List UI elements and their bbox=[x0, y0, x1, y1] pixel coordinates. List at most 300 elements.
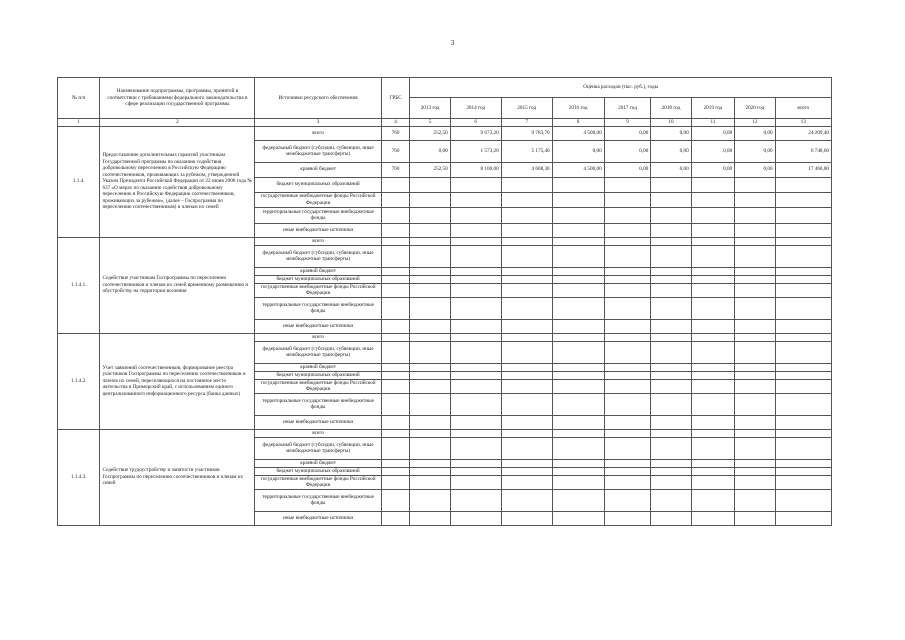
expense-value bbox=[410, 429, 450, 437]
expense-value bbox=[450, 437, 501, 459]
expense-value bbox=[735, 177, 775, 192]
funding-source: иные внебюджетные источники bbox=[255, 511, 381, 525]
expense-value bbox=[735, 379, 775, 393]
expense-value bbox=[651, 207, 691, 223]
expense-value bbox=[775, 177, 831, 192]
expense-value bbox=[651, 475, 691, 489]
expense-value: 4 500,00 bbox=[552, 162, 604, 177]
expense-value bbox=[604, 207, 651, 223]
expense-value bbox=[651, 341, 691, 363]
expense-value bbox=[651, 297, 691, 319]
column-number: 11 bbox=[691, 119, 735, 127]
funding-source: бюджет муниципальных образований bbox=[255, 177, 381, 192]
expense-value bbox=[735, 437, 775, 459]
grbs-code bbox=[381, 223, 410, 237]
expense-value bbox=[552, 459, 604, 467]
expense-value bbox=[450, 245, 501, 267]
expense-value bbox=[501, 319, 552, 333]
expense-value bbox=[501, 275, 552, 283]
expense-value bbox=[691, 341, 735, 363]
grbs-code bbox=[381, 379, 410, 393]
expense-value bbox=[691, 489, 735, 511]
funding-source: краевой бюджет bbox=[255, 162, 381, 177]
expense-value bbox=[501, 429, 552, 437]
grbs-code bbox=[381, 275, 410, 283]
expense-value: 0,00 bbox=[604, 162, 651, 177]
page-number: 3 bbox=[450, 39, 455, 47]
expense-value bbox=[604, 437, 651, 459]
expense-value bbox=[775, 393, 831, 415]
expense-value bbox=[552, 223, 604, 237]
expense-value bbox=[501, 467, 552, 475]
expense-value bbox=[552, 333, 604, 341]
expense-value bbox=[501, 341, 552, 363]
expense-value: 0,00 bbox=[604, 126, 651, 140]
expense-value bbox=[651, 371, 691, 379]
expense-value bbox=[501, 207, 552, 223]
funding-source: краевой бюджет bbox=[255, 459, 381, 467]
table-row bbox=[58, 237, 832, 245]
expense-value bbox=[552, 283, 604, 297]
expense-value bbox=[735, 237, 775, 245]
expense-value bbox=[651, 467, 691, 475]
funding-source: всего bbox=[255, 126, 381, 140]
expense-value bbox=[691, 283, 735, 297]
expense-value bbox=[691, 319, 735, 333]
expense-value bbox=[651, 459, 691, 467]
expense-value bbox=[604, 363, 651, 371]
funding-source: бюджет муниципальных образований bbox=[255, 275, 381, 283]
expense-value bbox=[651, 393, 691, 415]
expense-value bbox=[604, 511, 651, 525]
expense-value bbox=[501, 177, 552, 192]
expense-value bbox=[691, 467, 735, 475]
column-number: 1 bbox=[58, 119, 100, 127]
expense-value bbox=[651, 363, 691, 371]
expense-value bbox=[691, 333, 735, 341]
year-header: 2017 год bbox=[604, 98, 651, 119]
expense-value bbox=[501, 437, 552, 459]
expense-value bbox=[735, 245, 775, 267]
expense-value bbox=[775, 319, 831, 333]
funding-source: иные внебюджетные источники bbox=[255, 415, 381, 429]
expense-value: 9 783,70 bbox=[501, 126, 552, 140]
table-row bbox=[58, 126, 832, 140]
expense-value bbox=[775, 245, 831, 267]
grbs-code bbox=[381, 363, 410, 371]
expense-value bbox=[501, 459, 552, 467]
expense-value bbox=[691, 511, 735, 525]
expense-value bbox=[410, 333, 450, 341]
expense-value: 9 673,20 bbox=[450, 126, 501, 140]
expense-value bbox=[552, 341, 604, 363]
expense-value bbox=[450, 283, 501, 297]
expense-value bbox=[552, 237, 604, 245]
grbs-code bbox=[381, 511, 410, 525]
expense-value bbox=[775, 475, 831, 489]
grbs-code bbox=[381, 393, 410, 415]
expense-value bbox=[410, 223, 450, 237]
expense-value bbox=[691, 475, 735, 489]
expense-value bbox=[501, 223, 552, 237]
column-numbers-row bbox=[58, 119, 832, 127]
grbs-code bbox=[381, 192, 410, 207]
expense-value bbox=[735, 267, 775, 275]
funding-source: федеральный бюджет (субсидии, субвенции, иные межбюджетные трансферты) bbox=[255, 341, 381, 363]
expense-value bbox=[735, 283, 775, 297]
expense-value: 0,00 bbox=[410, 140, 450, 162]
grbs-code bbox=[381, 415, 410, 429]
expense-value bbox=[410, 363, 450, 371]
col-name-header: Наименование подпрограммы, программы, принятой в соответствии с требованиями федерального законодательства в сфере реализации государственной программы bbox=[100, 78, 255, 119]
expense-value bbox=[450, 489, 501, 511]
expense-value bbox=[691, 415, 735, 429]
expense-value bbox=[651, 319, 691, 333]
column-number: 8 bbox=[552, 119, 604, 127]
expense-value bbox=[691, 371, 735, 379]
expense-value bbox=[651, 223, 691, 237]
expense-value bbox=[552, 437, 604, 459]
grbs-code bbox=[381, 319, 410, 333]
column-number: 5 bbox=[410, 119, 450, 127]
expense-value bbox=[450, 319, 501, 333]
expense-value: 0,00 bbox=[735, 126, 775, 140]
expense-value bbox=[410, 415, 450, 429]
expense-value bbox=[450, 511, 501, 525]
expense-value bbox=[552, 192, 604, 207]
expense-value bbox=[775, 237, 831, 245]
expense-value bbox=[651, 511, 691, 525]
grbs-code: 760 bbox=[381, 140, 410, 162]
expense-value bbox=[775, 467, 831, 475]
expense-value bbox=[691, 437, 735, 459]
expense-value bbox=[552, 177, 604, 192]
expense-value bbox=[604, 223, 651, 237]
expense-value: 4 608,30 bbox=[501, 162, 552, 177]
expense-value: 0,00 bbox=[552, 140, 604, 162]
expense-value bbox=[450, 192, 501, 207]
item-description: Учет заявлений соотечественников, формирование реестра участников Госпрограммы по переселению соотечественников и членов их семей, переселяющихся на постоянное место жительства в Приморский край, с использованием единого централизованного информационного ресурса (банка данных) bbox=[100, 333, 255, 429]
expense-value bbox=[410, 297, 450, 319]
col-grbs-header: ГРБС bbox=[381, 78, 410, 119]
expense-value bbox=[691, 177, 735, 192]
expense-value bbox=[775, 333, 831, 341]
expense-value bbox=[450, 371, 501, 379]
grbs-code: 760 bbox=[381, 126, 410, 140]
expense-value bbox=[691, 237, 735, 245]
expense-value bbox=[651, 489, 691, 511]
expense-value bbox=[604, 415, 651, 429]
expense-value bbox=[552, 415, 604, 429]
funding-source: территориальные государственные внебюджетные фонды bbox=[255, 207, 381, 223]
table-body bbox=[58, 126, 832, 525]
expense-value bbox=[604, 267, 651, 275]
expense-value bbox=[552, 207, 604, 223]
expense-value bbox=[501, 371, 552, 379]
col-estimate-header: Оценка расходов (тыс. руб.), годы bbox=[410, 78, 832, 98]
expense-value bbox=[552, 489, 604, 511]
year-header: 2020 год bbox=[735, 98, 775, 119]
expense-value bbox=[651, 192, 691, 207]
expense-value bbox=[775, 429, 831, 437]
year-header: 2013 год bbox=[410, 98, 450, 119]
expense-value bbox=[552, 319, 604, 333]
expense-value bbox=[735, 341, 775, 363]
expense-value bbox=[450, 297, 501, 319]
column-number: 4 bbox=[381, 119, 410, 127]
expense-value: 0,00 bbox=[651, 140, 691, 162]
expense-value bbox=[604, 393, 651, 415]
column-number: 9 bbox=[604, 119, 651, 127]
grbs-code: 760 bbox=[381, 162, 410, 177]
expense-value bbox=[501, 363, 552, 371]
expense-value bbox=[410, 379, 450, 393]
expense-value bbox=[552, 511, 604, 525]
column-number: 6 bbox=[450, 119, 501, 127]
expense-value bbox=[552, 379, 604, 393]
expense-value bbox=[450, 341, 501, 363]
expense-value: 1 573,20 bbox=[450, 140, 501, 162]
grbs-code bbox=[381, 489, 410, 511]
grbs-code bbox=[381, 177, 410, 192]
funding-source: государственные внебюджетные фонды Российской Федерации bbox=[255, 283, 381, 297]
expense-value bbox=[691, 192, 735, 207]
funding-source: иные внебюджетные источники bbox=[255, 319, 381, 333]
grbs-code bbox=[381, 437, 410, 459]
expense-value bbox=[410, 437, 450, 459]
expense-value bbox=[450, 459, 501, 467]
expense-value: 5 175,40 bbox=[501, 140, 552, 162]
expense-value bbox=[410, 245, 450, 267]
expense-value bbox=[501, 192, 552, 207]
expense-value bbox=[691, 207, 735, 223]
grbs-code bbox=[381, 283, 410, 297]
expense-value bbox=[410, 489, 450, 511]
expense-value bbox=[552, 267, 604, 275]
expense-value bbox=[501, 283, 552, 297]
expense-value: 24 209,40 bbox=[775, 126, 831, 140]
expense-value: 4 500,00 bbox=[552, 126, 604, 140]
expense-value bbox=[410, 192, 450, 207]
expense-value bbox=[501, 267, 552, 275]
expense-value bbox=[735, 415, 775, 429]
expense-value bbox=[501, 379, 552, 393]
item-code: 1.1.4.3. bbox=[58, 429, 100, 525]
expense-value bbox=[604, 429, 651, 437]
grbs-code bbox=[381, 267, 410, 275]
column-number: 13 bbox=[775, 119, 831, 127]
col-num-header: № п/п bbox=[58, 78, 100, 119]
expense-value bbox=[735, 223, 775, 237]
expense-value: 0,00 bbox=[604, 140, 651, 162]
expense-value bbox=[410, 393, 450, 415]
expense-value bbox=[775, 283, 831, 297]
expense-value bbox=[450, 467, 501, 475]
expense-value bbox=[775, 379, 831, 393]
expense-value bbox=[775, 437, 831, 459]
expense-value bbox=[735, 467, 775, 475]
expense-value bbox=[552, 371, 604, 379]
expense-value bbox=[501, 415, 552, 429]
expense-value bbox=[552, 475, 604, 489]
expense-value bbox=[735, 207, 775, 223]
expense-value bbox=[604, 489, 651, 511]
expense-value bbox=[450, 237, 501, 245]
expense-value bbox=[450, 475, 501, 489]
expense-value bbox=[604, 371, 651, 379]
expense-value: 0,00 bbox=[735, 162, 775, 177]
expense-value: 0,00 bbox=[691, 126, 735, 140]
expense-value bbox=[450, 177, 501, 192]
expense-value bbox=[735, 319, 775, 333]
expense-value bbox=[410, 467, 450, 475]
funding-source: всего bbox=[255, 237, 381, 245]
expense-value bbox=[735, 333, 775, 341]
expense-value bbox=[735, 429, 775, 437]
expense-value bbox=[410, 511, 450, 525]
expense-value bbox=[651, 177, 691, 192]
expense-value bbox=[450, 363, 501, 371]
expense-value bbox=[501, 475, 552, 489]
year-header: 2014 год bbox=[450, 98, 501, 119]
expense-value: 6 748,60 bbox=[775, 140, 831, 162]
expense-value bbox=[604, 333, 651, 341]
funding-source: федеральный бюджет (субсидии, субвенции, иные межбюджетные трансферты) bbox=[255, 437, 381, 459]
expense-value bbox=[691, 223, 735, 237]
expense-value bbox=[604, 192, 651, 207]
expense-value bbox=[410, 267, 450, 275]
expense-value bbox=[410, 459, 450, 467]
expense-value bbox=[735, 489, 775, 511]
item-description: Содействие трудоустройству и занятости участников Госпрограммы по переселению соотечественников и членам их семей bbox=[100, 429, 255, 525]
expense-value bbox=[735, 475, 775, 489]
expense-value bbox=[604, 467, 651, 475]
grbs-code bbox=[381, 459, 410, 467]
expense-value bbox=[775, 371, 831, 379]
funding-source: бюджет муниципальных образований bbox=[255, 371, 381, 379]
col-source-header: Источники ресурсного обеспечения bbox=[255, 78, 381, 119]
funding-source: краевой бюджет bbox=[255, 363, 381, 371]
expense-value bbox=[501, 237, 552, 245]
expense-value bbox=[691, 363, 735, 371]
expense-value bbox=[775, 192, 831, 207]
expense-value bbox=[604, 297, 651, 319]
expense-value bbox=[450, 207, 501, 223]
expense-value bbox=[604, 245, 651, 267]
expense-value bbox=[735, 275, 775, 283]
expense-value: 17 460,80 bbox=[775, 162, 831, 177]
funding-source: государственные внебюджетные фонды Российской Федерации bbox=[255, 192, 381, 207]
expense-value bbox=[552, 467, 604, 475]
expense-value bbox=[552, 297, 604, 319]
expense-value bbox=[691, 267, 735, 275]
expense-value bbox=[604, 459, 651, 467]
grbs-code bbox=[381, 207, 410, 223]
expense-value bbox=[410, 319, 450, 333]
expense-value bbox=[735, 371, 775, 379]
expense-value bbox=[651, 429, 691, 437]
expense-value bbox=[691, 379, 735, 393]
expense-value bbox=[691, 459, 735, 467]
expense-value bbox=[775, 363, 831, 371]
column-number: 3 bbox=[255, 119, 381, 127]
funding-source: бюджет муниципальных образований bbox=[255, 467, 381, 475]
expense-value bbox=[604, 177, 651, 192]
item-code: 1.1.4. bbox=[58, 126, 100, 237]
item-description: Предоставление дополнительных гарантий участникам Государственной программы по оказанию содействия добровольному переселению в Российскую Федерацию соотечественников, проживающих за рубежом, утвержденной Указом Президента Российской Федерации от 22 июня 2006 года № 637 «О мерах по оказанию содействия добровольному переселению в Российскую Федерацию соотечественников, проживающих за рубежом», (далее – Госпрограмма по переселению соотечественников) и членам их семей bbox=[100, 126, 255, 237]
expense-value bbox=[651, 283, 691, 297]
expense-value bbox=[552, 363, 604, 371]
expense-value bbox=[604, 275, 651, 283]
expense-value bbox=[410, 237, 450, 245]
expense-value bbox=[450, 267, 501, 275]
grbs-code bbox=[381, 371, 410, 379]
expense-value bbox=[501, 511, 552, 525]
funding-source: государственные внебюджетные фонды Российской Федерации bbox=[255, 379, 381, 393]
column-number: 7 bbox=[501, 119, 552, 127]
funding-source: территориальные государственные внебюджетные фонды bbox=[255, 297, 381, 319]
expense-value bbox=[651, 437, 691, 459]
expense-value bbox=[775, 415, 831, 429]
grbs-code bbox=[381, 333, 410, 341]
expense-value bbox=[501, 393, 552, 415]
expense-value bbox=[552, 245, 604, 267]
expense-value bbox=[735, 363, 775, 371]
funding-source: территориальные государственные внебюджетные фонды bbox=[255, 489, 381, 511]
expense-value bbox=[651, 237, 691, 245]
funding-source: федеральный бюджет (субсидии, субвенции, иные межбюджетные трансферты) bbox=[255, 140, 381, 162]
expense-value bbox=[775, 275, 831, 283]
expense-value bbox=[691, 275, 735, 283]
expense-value bbox=[775, 267, 831, 275]
expense-value bbox=[691, 393, 735, 415]
expense-value bbox=[450, 379, 501, 393]
grbs-code bbox=[381, 245, 410, 267]
expense-value bbox=[410, 207, 450, 223]
expense-value: 0,00 bbox=[651, 126, 691, 140]
expense-value bbox=[501, 333, 552, 341]
expense-value bbox=[410, 475, 450, 489]
funding-source: федеральный бюджет (субсидии, субвенции, иные межбюджетные трансферты) bbox=[255, 245, 381, 267]
funding-source: всего bbox=[255, 333, 381, 341]
expense-value bbox=[775, 207, 831, 223]
expense-value bbox=[651, 267, 691, 275]
grbs-code bbox=[381, 467, 410, 475]
expense-value: 8 100,00 bbox=[450, 162, 501, 177]
expense-value bbox=[450, 415, 501, 429]
column-number: 10 bbox=[651, 119, 691, 127]
expense-value bbox=[450, 275, 501, 283]
expense-value bbox=[775, 459, 831, 467]
item-description: Содействие участникам Госпрограммы по переселению соотечественников и членам их семей временному размещению и обустройству на территории вселения bbox=[100, 237, 255, 333]
item-code: 1.1.4.1. bbox=[58, 237, 100, 333]
expense-value bbox=[450, 333, 501, 341]
expense-value bbox=[604, 341, 651, 363]
expense-value bbox=[775, 297, 831, 319]
year-header: всего bbox=[775, 98, 831, 119]
expense-value bbox=[552, 275, 604, 283]
expense-value bbox=[691, 429, 735, 437]
table-row bbox=[58, 429, 832, 437]
expense-value bbox=[552, 393, 604, 415]
expense-value bbox=[651, 415, 691, 429]
column-number: 12 bbox=[735, 119, 775, 127]
expense-value bbox=[410, 283, 450, 297]
expense-value: 0,00 bbox=[691, 162, 735, 177]
expense-value bbox=[501, 297, 552, 319]
expense-value bbox=[410, 275, 450, 283]
grbs-code bbox=[381, 237, 410, 245]
